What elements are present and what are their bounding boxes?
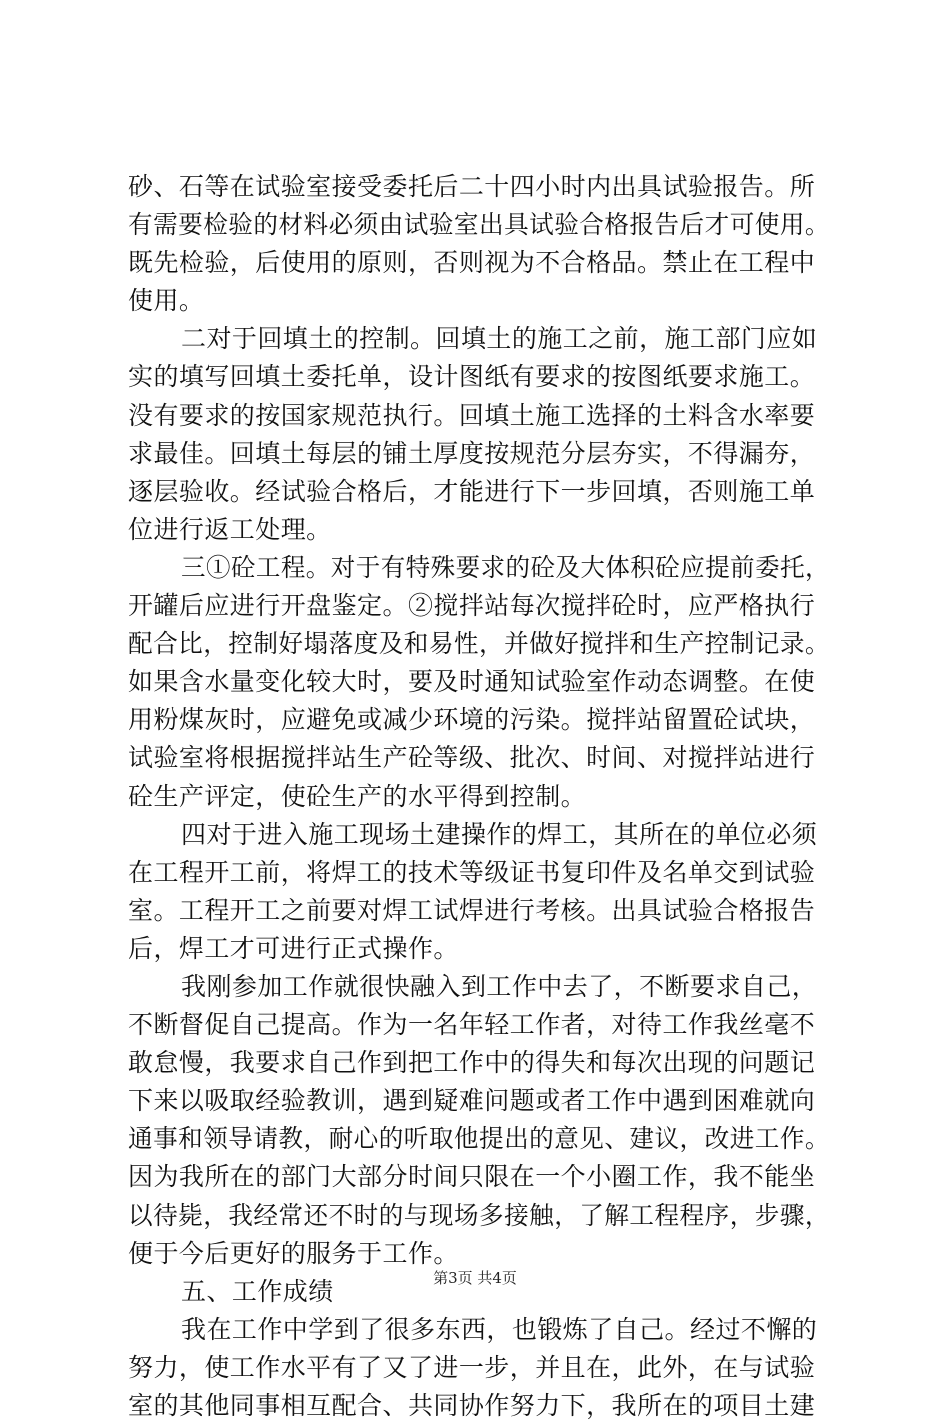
text-line: 室。工程开工之前要对焊工试焊进行考核。出具试验合格报告 [128,895,816,925]
page-footer: 第3页 共4页 [433,1269,517,1287]
text-line: 如果含水量变化较大时，要及时通知试验室作动态调整。在使 [128,667,816,697]
document-body [128,168,830,1425]
text-line: 下来以吸取经验教训，遇到疑难问题或者工作中遇到困难就向 [128,1086,816,1116]
text-line: 逐层验收。经试验合格后，才能进行下一步回填，否则施工单 [128,476,816,506]
text-line: 位进行返工处理。 [128,514,332,544]
text-line: 实的填写回填土委托单，设计图纸有要求的按图纸要求施工。 [128,362,816,392]
text-line: 求最佳。回填土每层的铺土厚度按规范分层夯实，不得漏夯， [128,438,816,468]
text-line: 五、工作成绩 [181,1276,334,1306]
text-line: 室的其他同事相互配合、共同协作努力下，我所在的项目土建 [128,1391,816,1420]
text-line: 有需要检验的材料必须由试验室出具试验合格报告后才可使用。 [128,210,830,240]
text-line: 我在工作中学到了很多东西，也锻炼了自己。经过不懈的 [181,1314,818,1344]
text-line: 三①砼工程。对于有特殊要求的砼及大体积砼应提前委托， [181,552,830,582]
text-line: 努力，使工作水平有了又了进一步，并且在，此外，在与试验 [128,1352,816,1382]
text-line: 二对于回填土的控制。回填土的施工之前，施工部门应如 [181,324,818,354]
text-line: 便于今后更好的服务于工作。 [128,1238,459,1268]
text-line: 以待毙，我经常还不时的与现场多接触，了解工程程序，步骤， [128,1200,830,1230]
text-line: 我刚参加工作就很快融入到工作中去了，不断要求自己， [181,971,818,1001]
text-line: 在工程开工前，将焊工的技术等级证书复印件及名单交到试验 [128,857,816,887]
text-line: 没有要求的按国家规范执行。回填土施工选择的土料含水率要 [128,400,816,430]
text-line: 开罐后应进行开盘鉴定。②搅拌站每次搅拌砼时，应严格执行 [128,591,816,621]
text-line: 通事和领导请教，耐心的听取他提出的意见、建议，改进工作。 [128,1124,830,1154]
text-line: 配合比，控制好塌落度及和易性，并做好搅拌和生产控制记录。 [128,629,830,659]
text-line: 砼生产评定，使砼生产的水平得到控制。 [128,781,587,811]
text-line: 四对于进入施工现场土建操作的焊工，其所在的单位必须 [181,819,818,849]
text-line: 既先检验，后使用的原则，否则视为不合格品。禁止在工程中 [128,248,816,278]
text-line: 敢怠慢，我要求自己作到把工作中的得失和每次出现的问题记 [128,1048,816,1078]
text-line: 砂、石等在试验室接受委托后二十四小时内出具试验报告。所 [128,172,816,201]
text-line: 后，焊工才可进行正式操作。 [128,933,459,963]
text-line: 不断督促自己提高。作为一名年轻工作者，对待工作我丝毫不 [128,1010,816,1040]
text-line: 使用。 [128,286,205,316]
text-line: 试验室将根据搅拌站生产砼等级、批次、时间、对搅拌站进行 [128,743,816,773]
text-line: 用粉煤灰时，应避免或减少环境的污染。搅拌站留置砼试块， [128,705,816,735]
text-line: 因为我所在的部门大部分时间只限在一个小圈工作，我不能坐 [128,1162,816,1192]
